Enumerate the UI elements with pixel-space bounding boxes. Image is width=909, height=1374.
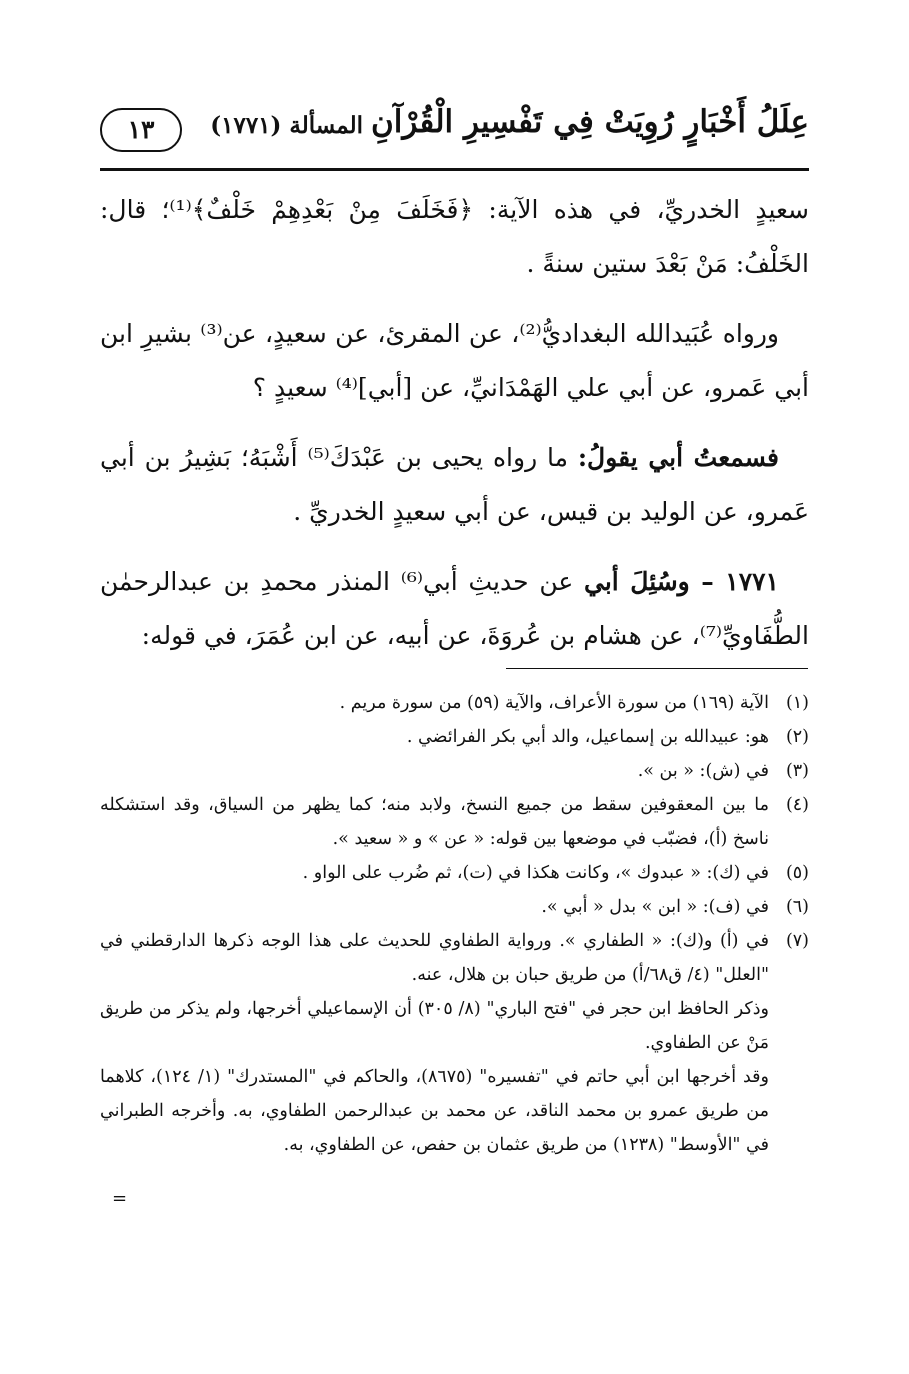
footnote [100,890,809,924]
footnote-number: (٧) [785,931,809,951]
footnote [100,924,809,1162]
footnote-number: (٤) [785,795,809,815]
paragraph-4 [100,555,809,663]
paragraph-3 [100,431,809,539]
book-title: عِلَلُ أَخْبَارٍ رُوِيَتْ فِي تَفْسِيرِ الْقُرْآنِ [370,104,809,140]
footnote-number: (٢) [785,727,809,747]
page-header [100,96,809,168]
page-number: ١٣ [100,108,182,152]
footnote-number: (١) [785,693,809,713]
paragraph-2: ورواه عُبَيدالله البغداديُّ⁽²⁾، عن المقرئ، عن سعيدٍ، عن⁽³⁾ بشيرِ ابن أبي عَمرو، عن أبي علي الهَمْدَانيِّ، عن [أبي]⁽⁴⁾ سعيدٍ ؟ [100,319,809,402]
footnote-text: في (ش): « بن ». [637,761,769,781]
footnote-text: ما بين المعقوفين سقط من جميع النسخ، ولابد منه؛ كما يظهر من السياق، وقد استشكله ناسخ (أ)، فضبّب في موضعها بين قوله: « عن » و « سعيد ». [100,795,769,849]
footnote-divider [506,668,808,669]
issue-entry-number: ١٧٧١ – [701,567,779,596]
issue-number: المسألة (١٧٧١) [210,112,363,139]
header-divider [100,168,809,171]
main-text [100,183,809,663]
paragraph-4-lead: وسُئِلَ أبي [584,567,702,596]
footnote-text: في (ف): « ابن » بدل « أبي ». [541,897,769,917]
footnote-text: في (أ) و(ك): « الطفاري ». ورواية الطفاوي للحديث على هذا الوجه ذكرها الدارقطني في "العلل" (٤/ ق٦٨/أ) من طريق حبان بن هلال، عنه. [100,931,769,985]
footnote-text: هو: عبيدالله بن إسماعيل، والد أبي بكر الفرائضي . [406,727,769,747]
footnote-text: الآية (١٦٩) من سورة الأعراف، والآية (٥٩) من سورة مريم . [339,693,769,713]
paragraph-3-text: ما رواه يحيى بن عَبْدَكَ⁽⁵⁾ أَشْبَهُ؛ بَشِيرُ بن أبي عَمرو، عن الوليد بن قيس، عن أبي سعيدٍ الخدريِّ . [100,443,809,526]
footnote [100,788,809,856]
footnote-text-continued: وقد أخرجها ابن أبي حاتم في "تفسيره" (٨٦٧٥)، والحاكم في "المستدرك" (١/ ١٢٤)، كلاهما من طريق عمرو بن محمد الناقد، عن محمد بن عبدالرحمن الطفاوي، به. وأخرجه الطبراني في "الأوسط" (١٢٣٨) من طريق عثمان بن حفص، عن الطفاوي، به. [100,1067,769,1155]
footnote [100,754,809,788]
footnote [100,686,809,720]
paragraph-4-text: عن حديثِ أبي⁽⁶⁾ المنذر محمدِ بن عبدالرحمٰن الطُّفَاويِّ⁽⁷⁾، عن هشام بن عُروَةَ، عن أبيه، عن ابن عُمَرَ، في قوله: [100,567,809,650]
footnote-number: (٦) [785,897,809,917]
paragraph-3-lead: فسمعتُ أبي يقولُ: [577,443,779,472]
paragraph-1: سعيدٍ الخدريِّ، في هذه الآية: ﴿فَخَلَفَ مِنْ بَعْدِهِمْ خَلْفٌ﴾⁽¹⁾؛ قال: الخَلْفُ: مَنْ بَعْدَ ستين سنةً . [100,195,809,278]
footnote [100,720,809,754]
footnote [100,856,809,890]
footnote-text-continued: وذكر الحافظ ابن حجر في "فتح الباري" (٨/ ٣٠٥) أن الإسماعيلي أخرجها، ولم يذكر من طريق مَنْ عن الطفاوي. [100,999,769,1053]
footnote-number: (٣) [785,761,809,781]
footnotes [100,686,809,1162]
footnote-text: في (ك): « عبدوك »، وكانت هكذا في (ت)، ثم ضُرب على الواو . [302,863,769,883]
footnote-number: (٥) [785,863,809,883]
continuation-mark: = [112,1188,128,1209]
